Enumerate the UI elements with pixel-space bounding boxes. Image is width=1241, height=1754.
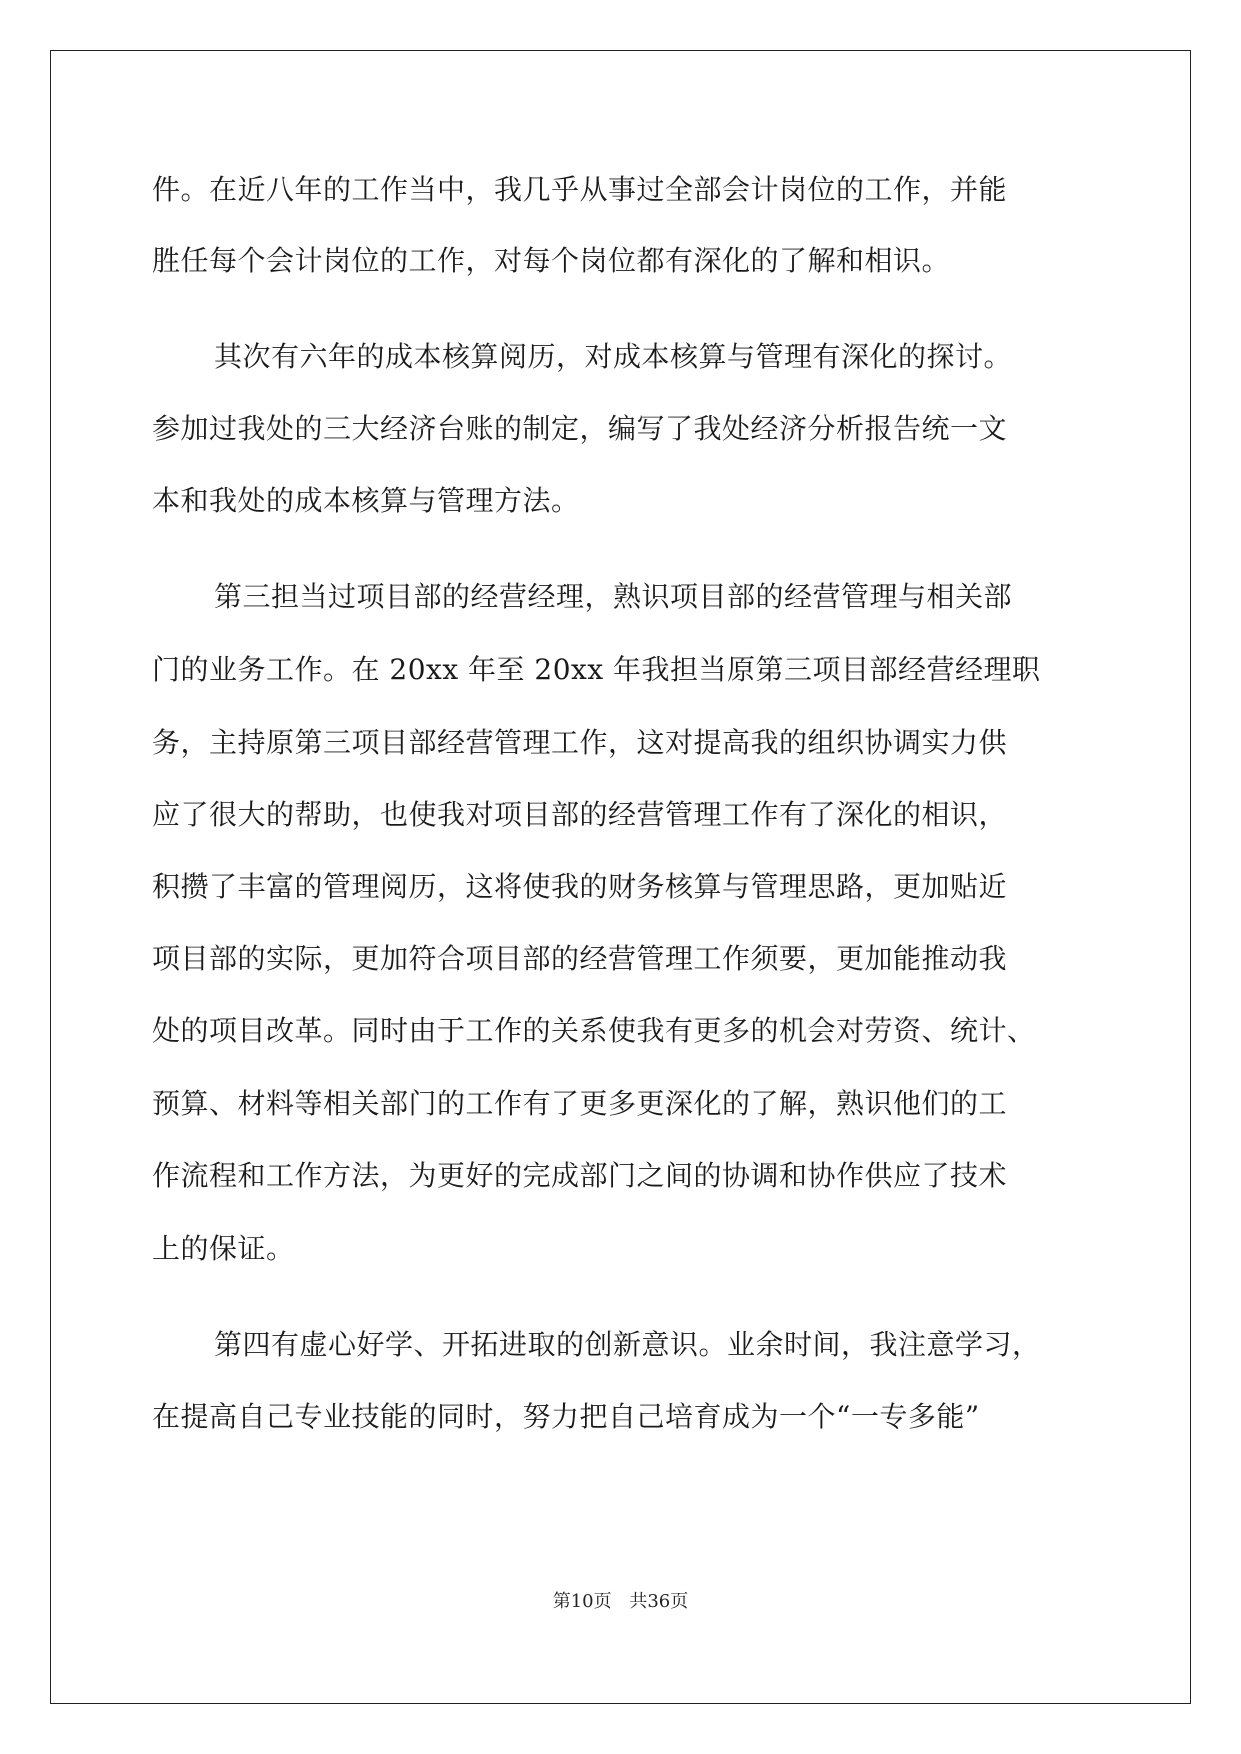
page-footer bbox=[0, 1590, 1241, 1614]
text-line-6: 第三担当过项目部的经营经理，熟识项目部的经营管理与相关部 bbox=[214, 580, 1013, 613]
text-line-13: 预算、材料等相关部门的工作有了更多更深化的了解，熟识他们的工 bbox=[152, 1087, 1008, 1120]
text-line-12: 处的项目改革。同时由于工作的关系使我有更多的机会对劳资、统计、 bbox=[152, 1014, 1036, 1047]
text-line-3: 其次有六年的成本核算阅历，对成本核算与管理有深化的探讨。 bbox=[214, 340, 1013, 373]
text-line-7: 门的业务工作。在 20xx 年至 20xx 年我担当原第三项目部经营经理职 bbox=[152, 653, 1041, 686]
text-line-11: 项目部的实际，更加符合项目部的经营管理工作须要，更加能推动我 bbox=[152, 942, 1008, 975]
text-line-5: 本和我处的成本核算与管理方法。 bbox=[152, 484, 580, 517]
text-line-4: 参加过我处的三大经济台账的制定，编写了我处经济分析报告统一文 bbox=[152, 412, 1008, 445]
text-line-15: 上的保证。 bbox=[152, 1232, 295, 1265]
text-line-2: 胜任每个会计岗位的工作，对每个岗位都有深化的了解和相识。 bbox=[152, 244, 951, 277]
text-line-10: 积攒了丰富的管理阅历，这将使我的财务核算与管理思路，更加贴近 bbox=[152, 870, 1008, 903]
page-number: 第10页 bbox=[552, 1591, 612, 1612]
text-line-8: 务，主持原第三项目部经营管理工作，这对提高我的组织协调实力供 bbox=[152, 726, 1008, 759]
page-total: 共36页 bbox=[629, 1591, 689, 1612]
text-line-1: 件。在近八年的工作当中，我几乎从事过全部会计岗位的工作，并能 bbox=[152, 173, 1008, 206]
text-line-9: 应了很大的帮助，也使我对项目部的经营管理工作有了深化的相识， bbox=[152, 798, 1008, 831]
text-line-14: 作流程和工作方法，为更好的完成部门之间的协调和协作供应了技术 bbox=[152, 1159, 1008, 1192]
text-line-16: 第四有虚心好学、开拓进取的创新意识。业余时间，我注意学习， bbox=[214, 1328, 1041, 1361]
text-line-17: 在提高自己专业技能的同时，努力把自己培育成为一个“一专多能” bbox=[152, 1400, 980, 1433]
